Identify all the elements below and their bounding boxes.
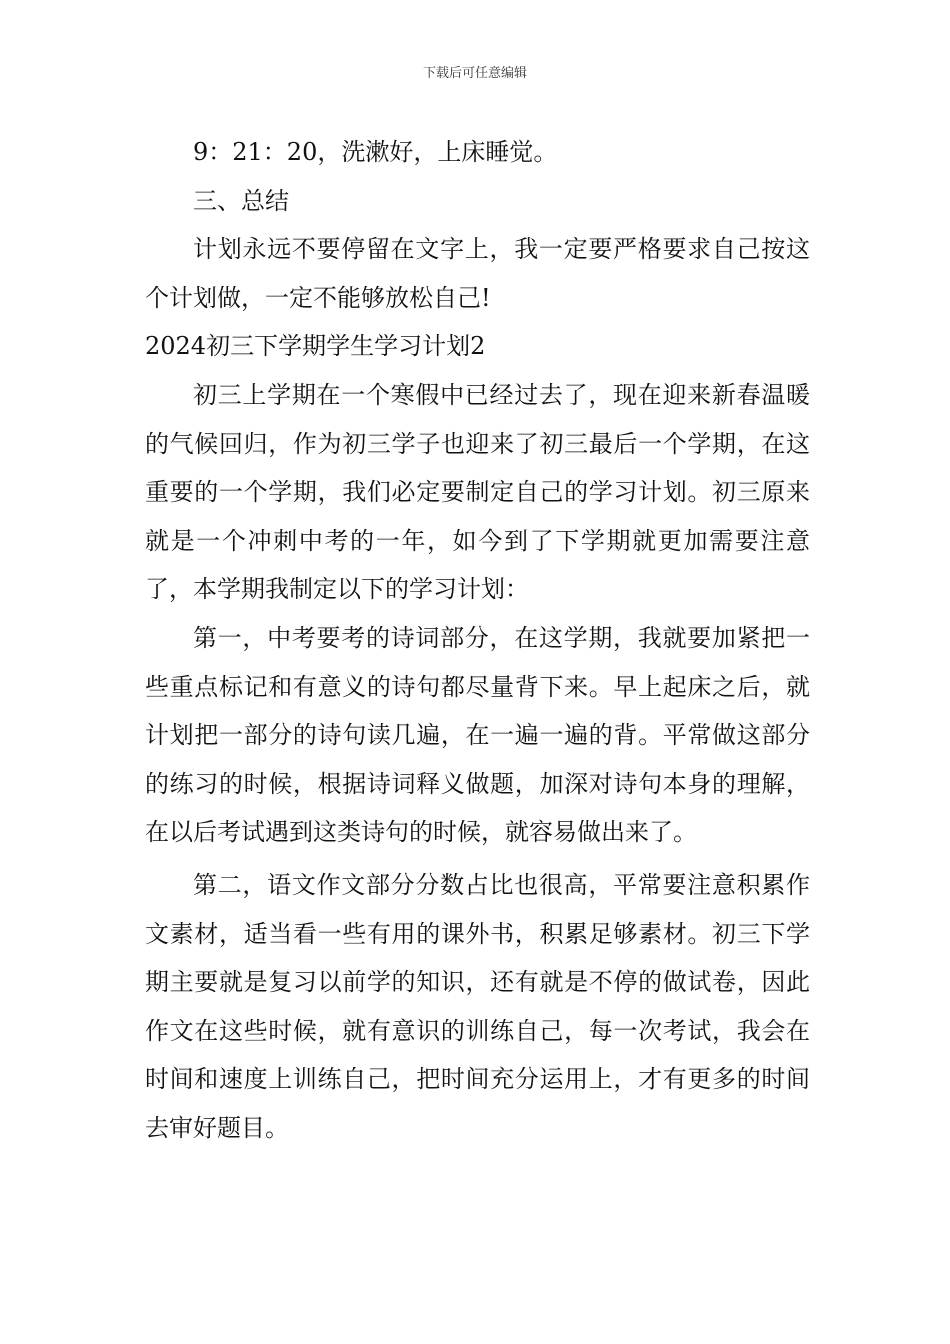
paragraph-schedule-end: 9：21：20，洗漱好，上床睡觉。 <box>193 138 558 166</box>
paragraph-intro: 初三上学期在一个寒假中已经过去了，现在迎来新春温暖的气候回归，作为初三学子也迎来了初三最后一个学期，在这重要的一个学期，我们必定要制定自己的学习计划。初三原来就是一个冲刺中考的一年，如今到了下学期就更加需要注意了，本学期我制定以下的学习计划： <box>145 380 810 604</box>
document-body <box>145 128 810 1152</box>
section-heading-summary: 三、总结 <box>193 186 289 215</box>
paragraph-point-one: 第一，中考要考的诗词部分，在这学期，我就要加紧把一些重点标记和有意义的诗句都尽量背下来。早上起床之后，就计划把一部分的诗句读几遍，在一遍一遍的背。平常做这部分的练习的时候，根据诗词释义做题，加深对诗句本身的理解，在以后考试遇到这类诗句的时候，就容易做出来了。 <box>145 623 810 847</box>
page-header: 下载后可任意编辑 <box>422 66 527 81</box>
paragraph-point-two: 第二，语文作文部分分数占比也很高，平常要注意积累作文素材，适当看一些有用的课外书，积累足够素材。初三下学期主要就是复习以前学的知识，还有就是不停的做试卷，因此作文在这些时候，就有意识的训练自己，每一次考试，我会在时间和速度上训练自己，把时间充分运用上，才有更多的时间去审好题目。 <box>145 870 810 1142</box>
paragraph-summary: 计划永远不要停留在文字上，我一定要严格要求自己按这个计划做，一定不能够放松自己! <box>145 235 810 312</box>
document-title: 2024初三下学期学生学习计划2 <box>145 332 486 361</box>
